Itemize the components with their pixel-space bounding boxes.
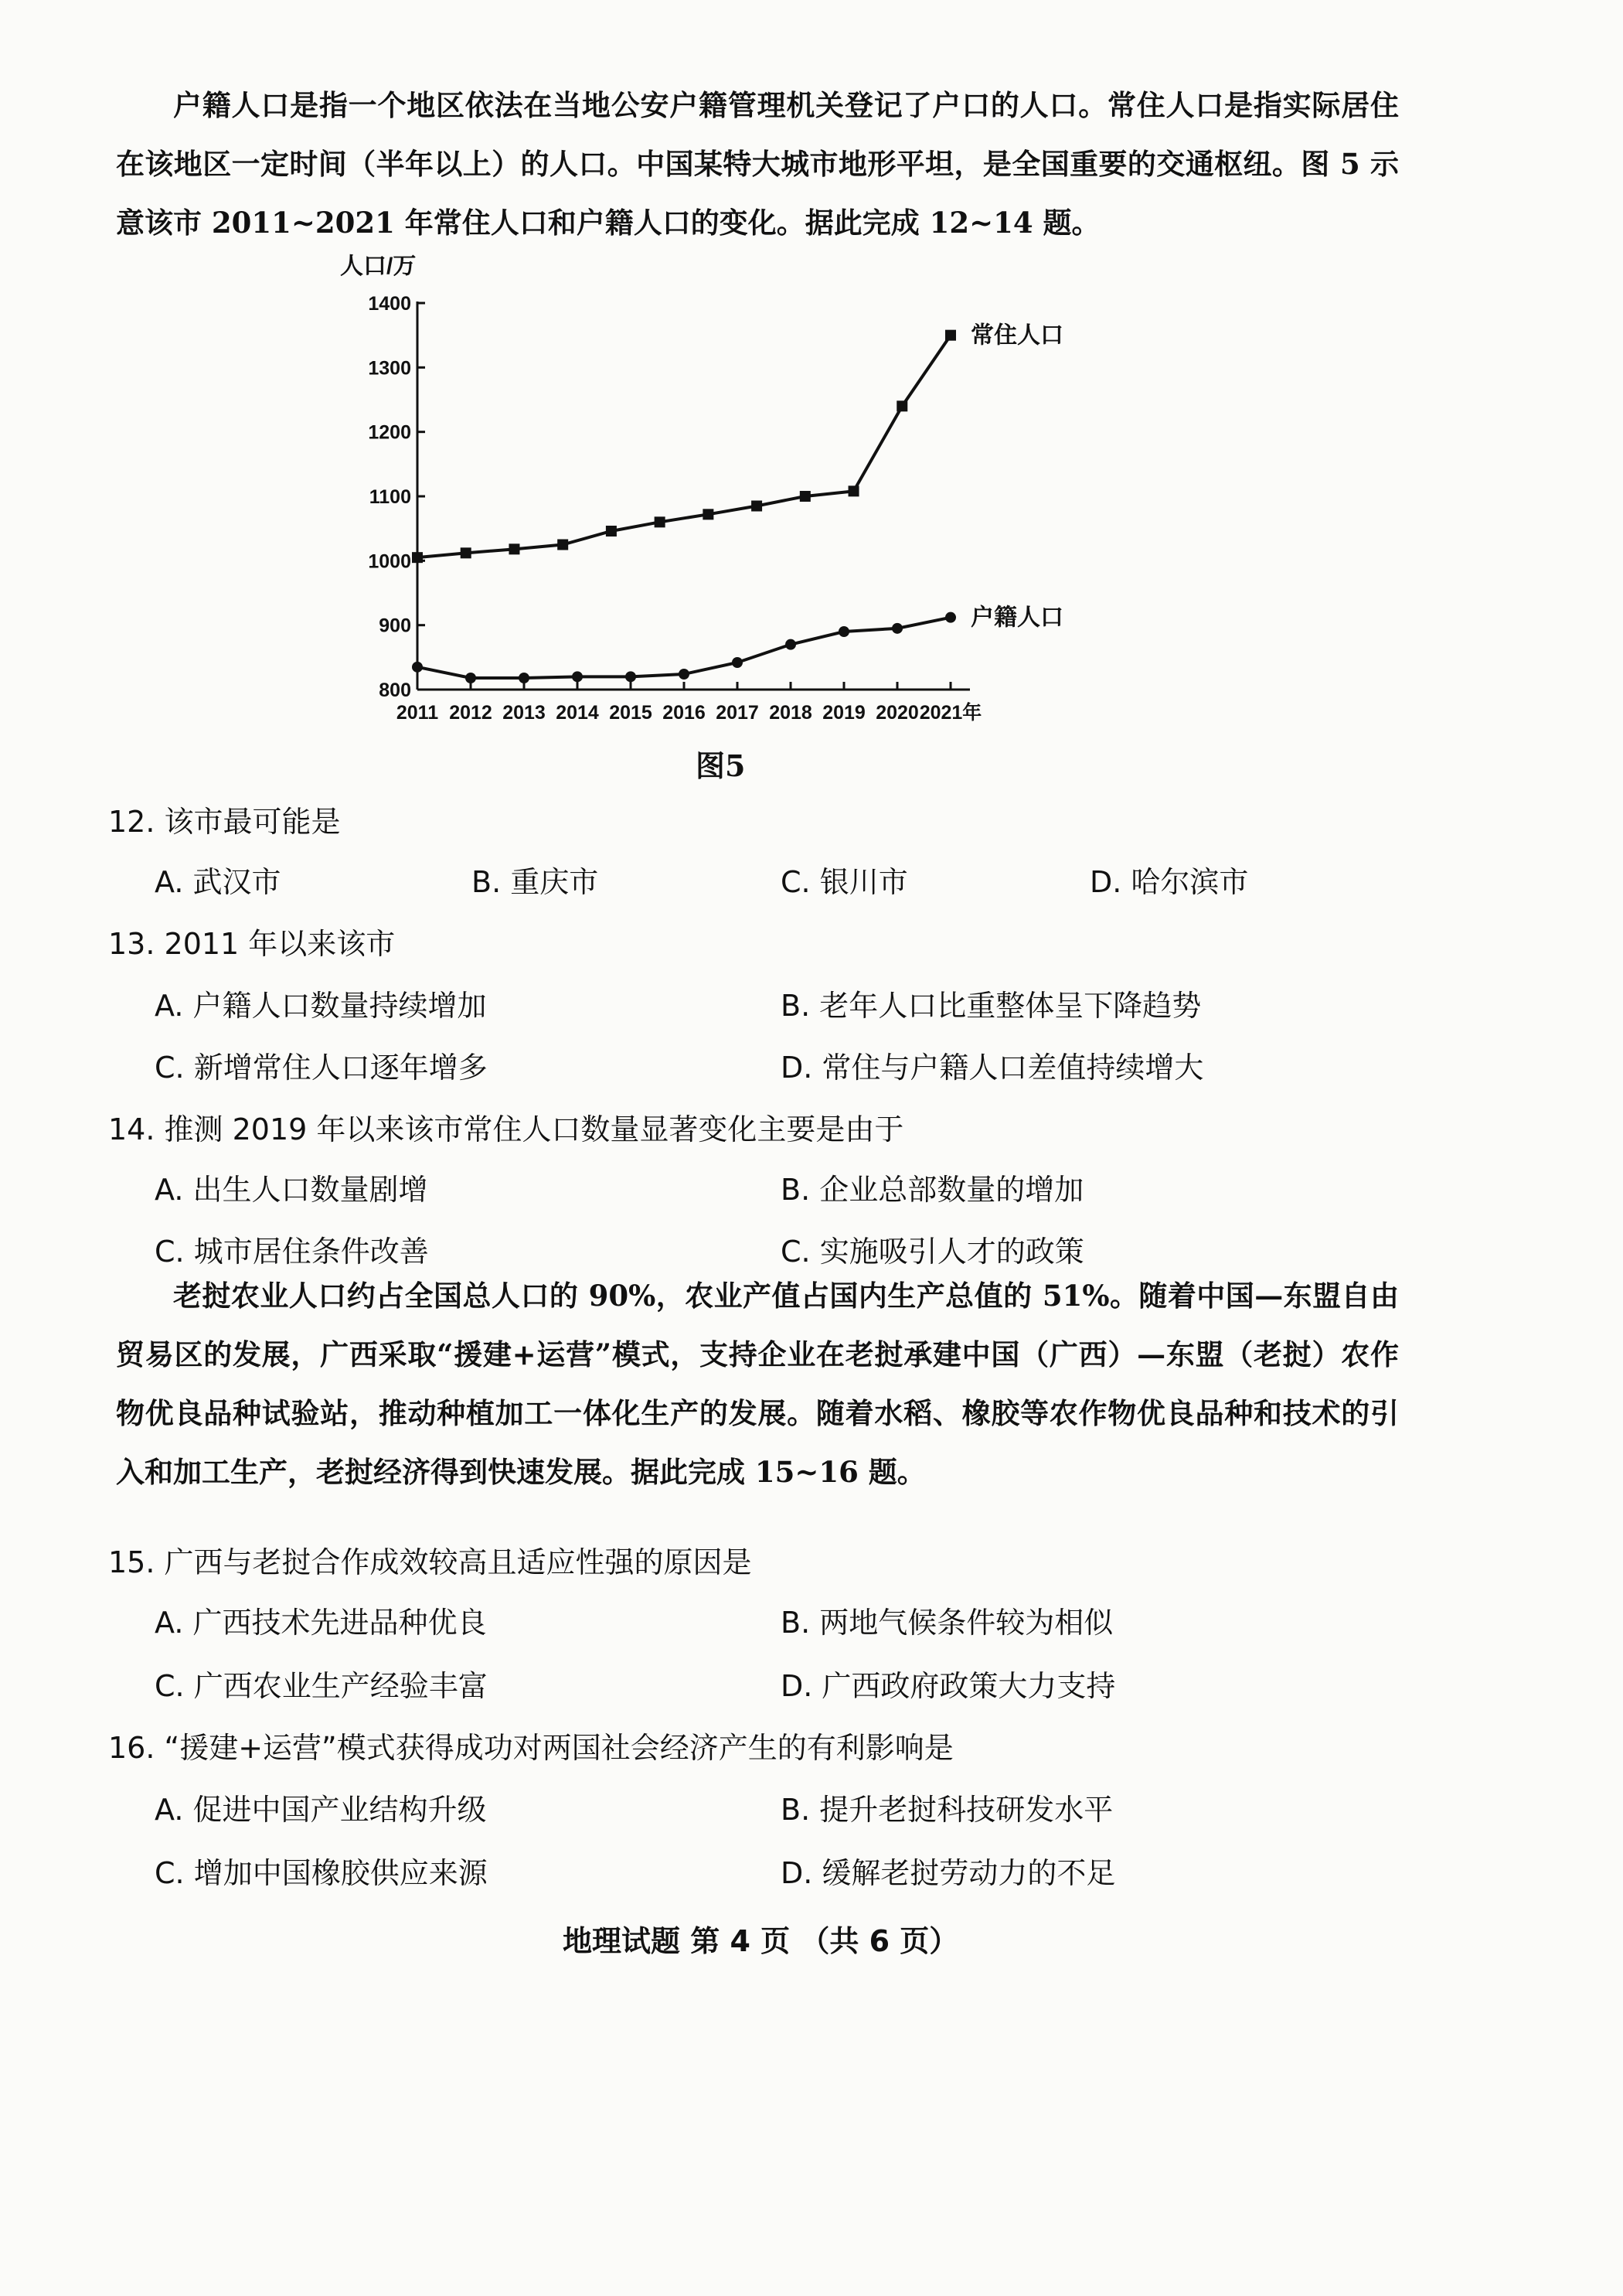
question-16-stem: 16. “援建+运营”模式获得成功对两国社会经济产生的有利影响是 [108,1731,954,1765]
registered-point-6 [732,657,743,668]
resident-point-8 [800,491,811,502]
resident-point-10 [897,400,907,411]
x-tick-label-2014: 2014 [556,702,599,724]
intro-passage-laos: 老挝农业人口约占全国总人口的 90%，农业产值占国内生产总值的 51%。随着中国—东盟自由贸易区的发展，广西采取“援建+运营”模式，支持企业在老挝承建中国（广西）—东盟（老挝）农作物优良品种试验站，推动种植加工一体化生产的发展。随着水稻、橡胶等农作物优良品种和技术的引入和加工生产，老挝经济得到快速发展。据此完成 15~16 题。 [116,1279,1399,1489]
question-12-option-c[interactable]: C. 银川市 [781,865,908,899]
resident-point-0 [412,552,423,563]
x-tick-label-2017: 2017 [716,702,759,724]
question-16-option-a[interactable]: A. 促进中国产业结构升级 [155,1793,487,1827]
x-tick-label-2012: 2012 [449,702,492,724]
x-tick-label-2018: 2018 [769,702,812,724]
registered-point-5 [679,669,689,680]
resident-point-2 [509,543,519,554]
x-tick-label-2020: 2020 [876,702,919,724]
series-line-resident [417,336,951,557]
question-12-option-a[interactable]: A. 武汉市 [155,865,281,899]
registered-point-2 [519,673,529,683]
resident-point-11 [945,330,956,341]
registered-point-0 [412,662,423,673]
series-label-resident: 常住人口 [971,322,1063,349]
x-tick-label-2011: 2011 [396,702,439,724]
question-12-option-b[interactable]: B. 重庆市 [471,865,599,899]
question-13-option-a[interactable]: A. 户籍人口数量持续增加 [155,989,487,1023]
registered-point-8 [839,626,849,637]
resident-point-1 [461,547,471,558]
resident-point-5 [655,516,665,527]
question-14-option-c[interactable]: C. 城市居住条件改善 [155,1235,429,1269]
x-tick-label-2016: 2016 [662,702,706,724]
population-line-chart [340,240,1097,750]
chart-y-axis-label: 人口/万 [340,254,417,279]
question-15-stem: 15. 广西与老挝合作成效较高且适应性强的原因是 [108,1545,752,1579]
question-16-option-b[interactable]: B. 提升老挝科技研发水平 [781,1793,1114,1827]
x-tick-label-2021: 2021年 [919,702,982,724]
question-14-stem: 14. 推测 2019 年以来该市常住人口数量显著变化主要是由于 [108,1112,904,1146]
y-tick-label-1300: 1300 [368,357,411,380]
intro-passage-population: 户籍人口是指一个地区依法在当地公安户籍管理机关登记了户口的人口。常住人口是指实际居住在该地区一定时间（半年以上）的人口。中国某特大城市地形平坦，是全国重要的交通枢纽。图 5 示意该市 2011~2021 年常住人口和户籍人口的变化。据此完成 12~14 题。 [116,88,1399,240]
y-tick-label-1400: 1400 [368,293,411,315]
question-14-option-a[interactable]: A. 出生人口数量剧增 [155,1173,428,1207]
registered-point-1 [465,673,476,683]
x-tick-label-2015: 2015 [609,702,652,724]
registered-point-9 [892,623,903,634]
question-15-option-b[interactable]: B. 两地气候条件较为相似 [781,1606,1114,1640]
registered-point-7 [785,639,796,650]
question-16-option-c[interactable]: C. 增加中国橡胶供应来源 [155,1856,488,1890]
y-tick-label-1200: 1200 [368,421,411,444]
resident-point-7 [751,501,762,512]
question-12-option-d[interactable]: D. 哈尔滨市 [1090,865,1249,899]
question-13-option-c[interactable]: C. 新增常住人口逐年增多 [155,1051,488,1085]
question-13-stem: 13. 2011 年以来该市 [108,927,396,961]
x-tick-label-2013: 2013 [502,702,546,724]
y-tick-label-1100: 1100 [369,486,411,508]
registered-point-4 [625,671,636,682]
registered-point-10 [945,612,956,623]
x-tick-label-2019: 2019 [822,702,866,724]
y-tick-label-1000: 1000 [368,550,411,573]
registered-point-3 [572,671,583,682]
question-15-option-c[interactable]: C. 广西农业生产经验丰富 [155,1669,488,1703]
question-16-option-d[interactable]: D. 缓解老挝劳动力的不足 [781,1856,1116,1890]
figure-caption: 图5 [696,748,746,783]
resident-point-6 [703,509,713,519]
resident-point-4 [606,526,617,537]
resident-point-9 [849,485,859,496]
question-12-stem: 12. 该市最可能是 [108,805,341,839]
y-tick-label-800: 800 [379,680,411,701]
page-footer: 地理试题 第 4 页 （共 6 页） [563,1924,959,1958]
series-label-registered: 户籍人口 [971,605,1063,631]
question-15-option-d[interactable]: D. 广西政府政策大力支持 [781,1669,1116,1703]
y-tick-label-900: 900 [379,615,411,637]
question-14-option-b[interactable]: B. 企业总部数量的增加 [781,1173,1084,1207]
question-13-option-b[interactable]: B. 老年人口比重整体呈下降趋势 [781,989,1202,1023]
question-15-option-a[interactable]: A. 广西技术先进品种优良 [155,1606,487,1640]
question-14-option-d[interactable]: C. 实施吸引人才的政策 [781,1235,1084,1269]
question-13-option-d[interactable]: D. 常住与户籍人口差值持续增大 [781,1051,1204,1085]
resident-point-3 [557,540,568,550]
